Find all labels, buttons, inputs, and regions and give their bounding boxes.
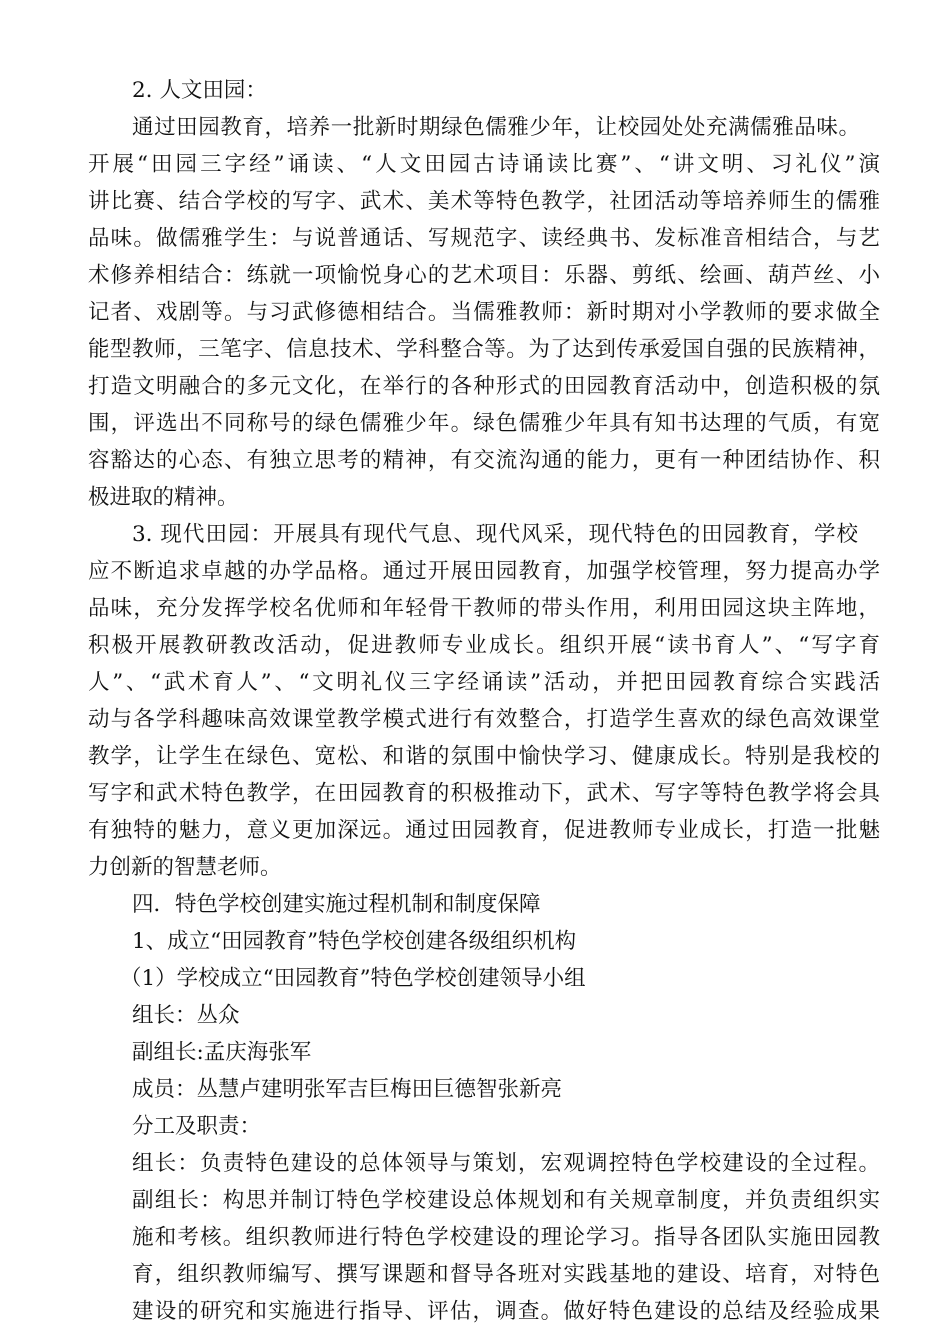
- paragraph-line: 围，评选出不同称号的绿色儒雅少年。绿色儒雅少年具有知书达理的气质，有宽: [88, 411, 880, 436]
- paragraph-line: 通过田园教育，培养一批新时期绿色儒雅少年，让校园处处充满儒雅品味。: [132, 115, 860, 140]
- paragraph-line: 力创新的智慧老师。: [88, 855, 282, 880]
- subsection-heading: 1、成立“田园教育”特色学校创建各级组织机构: [132, 929, 577, 954]
- paragraph-line: 人”、“武术育人”、“文明礼仪三字经诵读”活动，并把田园教育综合实践活: [88, 670, 880, 695]
- group-leader: 组长：丛众: [132, 1003, 240, 1028]
- deputy-leader: 副组长:孟庆海张军: [132, 1040, 312, 1065]
- paragraph-line: 品味。做儒雅学生：与说普通话、写规范字、读经典书、发标准音相结合，与艺: [88, 226, 880, 251]
- paragraph-line: 能型教师，三笔字、信息技术、学科整合等。为了达到传承爱国自强的民族精神，: [88, 337, 880, 362]
- paragraph-line: 容豁达的心态、有独立思考的精神，有交流沟通的能力，更有一种团结协作、积: [88, 448, 880, 473]
- section-heading: 四．特色学校创建实施过程机制和制度保障: [132, 892, 541, 917]
- paragraph-line: 动与各学科趣味高效课堂教学模式进行有效整合，打造学生喜欢的绿色高效课堂: [88, 707, 880, 732]
- paragraph-line: 建设的研究和实施进行指导、评估，调查。做好特色建设的总结及经验成果: [132, 1299, 880, 1324]
- paragraph-line: 教学，让学生在绿色、宽松、和谐的氛围中愉快学习、健康成长。特别是我校的: [88, 744, 880, 769]
- paragraph-line: 应不断追求卓越的办学品格。通过开展田园教育，加强学校管理，努力提高办学: [88, 559, 880, 584]
- paragraph-line: 有独特的魅力，意义更加深远。通过田园教育，促进教师专业成长，打造一批魅: [88, 818, 880, 843]
- paragraph-line: 育，组织教师编写、撰写课题和督导各班对实践基地的建设、培育，对特色: [132, 1262, 880, 1287]
- paragraph-line: 3. 现代田园：开展具有现代气息、现代风采，现代特色的田园教育，学校: [132, 522, 858, 547]
- paragraph-line: 打造文明融合的多元文化，在举行的各种形式的田园教育活动中，创造积极的氛: [88, 374, 880, 399]
- heading-renwen: 2. 人文田园：: [132, 78, 267, 103]
- members: 成员：丛慧卢建明张军吉巨梅田巨德智张新亮: [132, 1077, 563, 1102]
- paragraph-line: 组长：负责特色建设的总体领导与策划，宏观调控特色学校建设的全过程。: [132, 1151, 880, 1176]
- paragraph-line: 开展“田园三字经”诵读、“人文田园古诗诵读比赛”、“讲文明、习礼仪”演: [88, 152, 880, 177]
- paragraph-line: 记者、戏剧等。与习武修德相结合。当儒雅教师：新时期对小学教师的要求做全: [88, 300, 880, 325]
- paragraph-line: 品味，充分发挥学校名优师和年轻骨干教师的带头作用，利用田园这块主阵地，: [88, 596, 880, 621]
- paragraph-line: 术修养相结合：练就一项愉悦身心的艺术项目：乐器、剪纸、绘画、葫芦丝、小: [88, 263, 880, 288]
- paragraph-line: 写字和武术特色教学，在田园教育的积极推动下，武术、写字等特色教学将会具: [88, 781, 880, 806]
- paragraph-line: 积极开展教研教改活动，促进教师专业成长。组织开展“读书育人”、“写字育: [88, 633, 880, 658]
- subsection-heading: （1）学校成立“田园教育”特色学校创建领导小组: [120, 966, 586, 991]
- duties-heading: 分工及职责：: [132, 1114, 262, 1139]
- paragraph-line: 副组长：构思并制订特色学校建设总体规划和有关规章制度，并负责组织实: [132, 1188, 880, 1213]
- paragraph-line: 讲比赛、结合学校的写字、武术、美术等特色教学，社团活动等培养师生的儒雅: [88, 189, 880, 214]
- paragraph-line: 施和考核。组织教师进行特色学校建设的理论学习。指导各团队实施田园教: [132, 1225, 880, 1250]
- paragraph-line: 极进取的精神。: [88, 485, 239, 510]
